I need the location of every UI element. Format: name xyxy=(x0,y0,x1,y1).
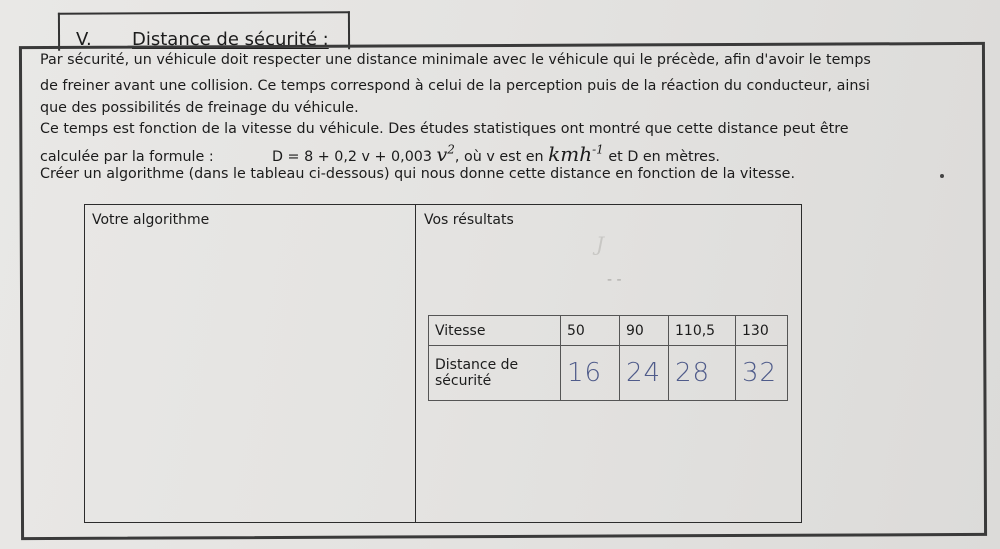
instruction-text: Créer un algorithme (dans le tableau ci-dessous) qui nous donne cette distance en fonction de la vitesse. xyxy=(40,166,795,182)
formula-end: et D en mètres. xyxy=(608,149,720,165)
formula-middle: , où v est en xyxy=(454,149,544,165)
stray-dot xyxy=(940,174,944,178)
distance-row xyxy=(429,346,788,401)
section-number: V. xyxy=(76,29,92,50)
speed-cell: 90 xyxy=(620,316,669,346)
paragraph-line-3: que des possibilités de freinage du véhicule. xyxy=(40,100,359,116)
speed-cell: 130 xyxy=(736,316,788,346)
distance-cell: 32 xyxy=(736,346,788,401)
algorithm-header: Votre algorithme xyxy=(92,212,210,228)
distance-row-label: Distance de sécurité xyxy=(429,346,561,401)
paragraph-line-4: Ce temps est fonction de la vitesse du véhicule. Des études statistiques ont montré que cette distance peut être xyxy=(40,121,849,137)
paragraph-line-2: de freiner avant une collision. Ce temps correspond à celui de la perception puis de la réaction du conducteur, ainsi xyxy=(40,78,870,94)
formula-unit: kmh$^{-1}$ xyxy=(548,142,604,166)
results-header: Vos résultats xyxy=(424,212,514,228)
formula-v-squared: $v^2$ xyxy=(436,142,455,166)
section-title: Distance de sécurité : xyxy=(132,29,329,50)
formula-label: calculée par la formule : xyxy=(40,149,214,165)
speed-row xyxy=(429,316,788,346)
formula-line xyxy=(40,142,720,166)
answer-table-divider xyxy=(415,204,416,522)
formula-expression: D = 8 + 0,2 v + 0,003 xyxy=(272,149,432,165)
faint-pencil-mark-2: - - xyxy=(607,272,622,288)
distance-cell: 24 xyxy=(620,346,669,401)
speed-cell: 50 xyxy=(561,316,620,346)
speed-cell: 110,5 xyxy=(669,316,736,346)
results-table xyxy=(428,315,788,401)
distance-cell: 16 xyxy=(561,346,620,401)
paragraph-line-1: Par sécurité, un véhicule doit respecter une distance minimale avec le véhicule qui le précède, afin d'avoir le temps xyxy=(40,52,871,68)
distance-cell: 28 xyxy=(669,346,736,401)
faint-pencil-mark: J xyxy=(596,232,605,256)
speed-row-label: Vitesse xyxy=(429,316,561,346)
